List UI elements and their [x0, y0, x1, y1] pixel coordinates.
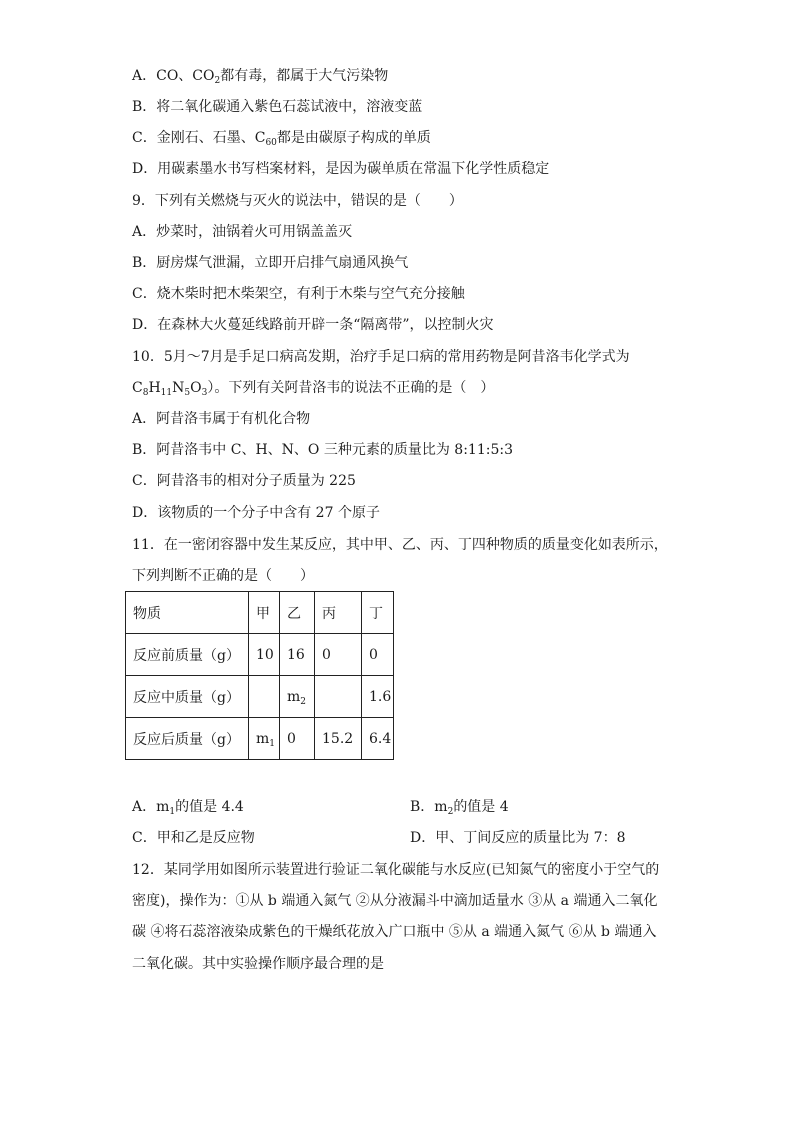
table-cell: 反应后质量（g） — [126, 718, 249, 760]
table-cell — [315, 676, 362, 718]
table-cell: 丙 — [315, 592, 362, 634]
q9-option-b: B．厨房煤气泄漏，立即开启排气扇通风换气 — [132, 255, 409, 271]
table-cell: 物质 — [126, 592, 249, 634]
m2-sub: 2 — [300, 696, 307, 707]
q11-option-a-text2: 的值是 4.4 — [175, 799, 244, 815]
q12-stem-line4: 二氧化碳。其中实验操作顺序最合理的是 — [132, 956, 384, 972]
table-cell: 反应前质量（g） — [126, 634, 249, 676]
table-cell: 16 — [280, 634, 315, 676]
q11-option-b — [410, 797, 509, 817]
formula-o-sub: 3 — [201, 388, 208, 398]
q11-option-a — [132, 799, 244, 815]
q8-option-c-text2: 都是由碳原子构成的单质 — [276, 130, 431, 146]
table-cell — [249, 676, 280, 718]
table-cell: 10 — [249, 634, 280, 676]
table-cell: 反应中质量（g） — [126, 676, 249, 718]
q10-option-a: A．阿昔洛韦属于有机化合物 — [132, 411, 311, 427]
q11-stem-line2: 下列判断不正确的是（ ） — [132, 568, 314, 584]
q11-option-b-text2: 的值是 4 — [453, 799, 509, 815]
q11-stem-line1: 11．在一密闭容器中发生某反应，其中甲、乙、丙、丁四种物质的质量变化如表所示， — [132, 537, 668, 553]
q8-option-a-text1: A．CO、CO — [132, 68, 215, 84]
q8-option-a-sub: 2 — [214, 76, 221, 86]
formula-n: N — [172, 380, 185, 396]
q9-option-c: C．烧木柴时把木柴架空，有利于木柴与空气充分接触 — [132, 286, 465, 302]
q8-option-c — [132, 128, 431, 148]
q8-option-c-text1: C．金刚石、石墨、C — [132, 130, 266, 146]
q11-option-a-sub: 1 — [169, 807, 176, 817]
q9-option-a: A．炒菜时，油锅着火可用锅盖盖灭 — [132, 224, 353, 240]
q11-option-c: C．甲和乙是反应物 — [132, 830, 255, 846]
m2-symbol: m — [287, 688, 301, 705]
table-cell: 甲 — [249, 592, 280, 634]
formula-o: O — [190, 380, 202, 396]
q10-option-c: C．阿昔洛韦的相对分子质量为 225 — [132, 473, 356, 489]
q8-option-d: D．用碳素墨水书写档案材料，是因为碳单质在常温下化学性质稳定 — [132, 161, 550, 177]
table-cell: 6.4 — [362, 718, 394, 760]
table-cell: 0 — [362, 634, 394, 676]
q11-mass-table — [125, 591, 394, 760]
q11-option-a-text1: A．m — [132, 799, 170, 815]
table-cell — [280, 676, 315, 718]
table-cell: 乙 — [280, 592, 315, 634]
q9-option-d: D．在森林大火蔓延线路前开辟一条“隔离带”，以控制火灾 — [132, 317, 494, 333]
q12-stem-line1: 12．某同学用如图所示装置进行验证二氧化碳能与水反应(已知氮气的密度小于空气的 — [132, 862, 660, 878]
q11-option-d: D．甲、丁间反应的质量比为 7：8 — [410, 830, 626, 846]
table-row — [126, 676, 394, 718]
q10-option-b: B．阿昔洛韦中 C、H、N、O 三种元素的质量比为 8:11:5:3 — [132, 442, 513, 458]
q8-option-a — [132, 66, 388, 86]
q11-option-b-sub: 2 — [447, 807, 454, 817]
table-cell — [249, 718, 280, 760]
q10-stem-line2 — [132, 378, 494, 398]
table-row — [126, 592, 394, 634]
table-cell: 丁 — [362, 592, 394, 634]
formula-c-sub: 8 — [142, 388, 149, 398]
formula-h: H — [148, 380, 161, 396]
table-row — [126, 718, 394, 760]
table-cell: 15.2 — [315, 718, 362, 760]
table-cell: 0 — [315, 634, 362, 676]
q8-option-b: B．将二氧化碳通入紫色石蕊试液中，溶液变蓝 — [132, 99, 423, 115]
q11-options-row1 — [132, 797, 244, 817]
table-cell: 1.6 — [362, 676, 394, 718]
formula-n-sub: 5 — [184, 388, 191, 398]
q8-option-a-text2: 都有毒，都属于大气污染物 — [220, 68, 389, 84]
formula-c: C — [132, 380, 143, 396]
q12-stem-line3: 碳 ④将石蕊溶液染成紫色的干燥纸花放入广口瓶中 ⑤从 a 端通入氮气 ⑥从 b 端通入 — [132, 924, 657, 940]
formula-h-sub: 11 — [160, 388, 173, 398]
q12-stem-line2: 密度)，操作为：①从 b 端通入氮气 ②从分液漏斗中滴加适量水 ③从 a 端通入二氧化 — [132, 893, 658, 909]
table-row — [126, 634, 394, 676]
q9-stem: 9．下列有关燃烧与灭火的说法中，错误的是（ ） — [132, 193, 463, 209]
m1-sub: 1 — [269, 738, 276, 749]
q8-option-c-sub: 60 — [265, 138, 277, 148]
q10-stem-line1: 10．5月～7月是手足口病高发期，治疗手足口病的常用药物是阿昔洛韦化学式为 — [132, 349, 630, 365]
q10-stem-line2-text: ）。下列有关阿昔洛韦的说法不正确的是（ ） — [207, 380, 495, 396]
q11-option-b-text1: B．m — [410, 799, 448, 815]
q10-option-d: D．该物质的一个分子中含有 27 个原子 — [132, 505, 380, 521]
table-cell: 0 — [280, 718, 315, 760]
m1-symbol: m — [256, 730, 270, 747]
